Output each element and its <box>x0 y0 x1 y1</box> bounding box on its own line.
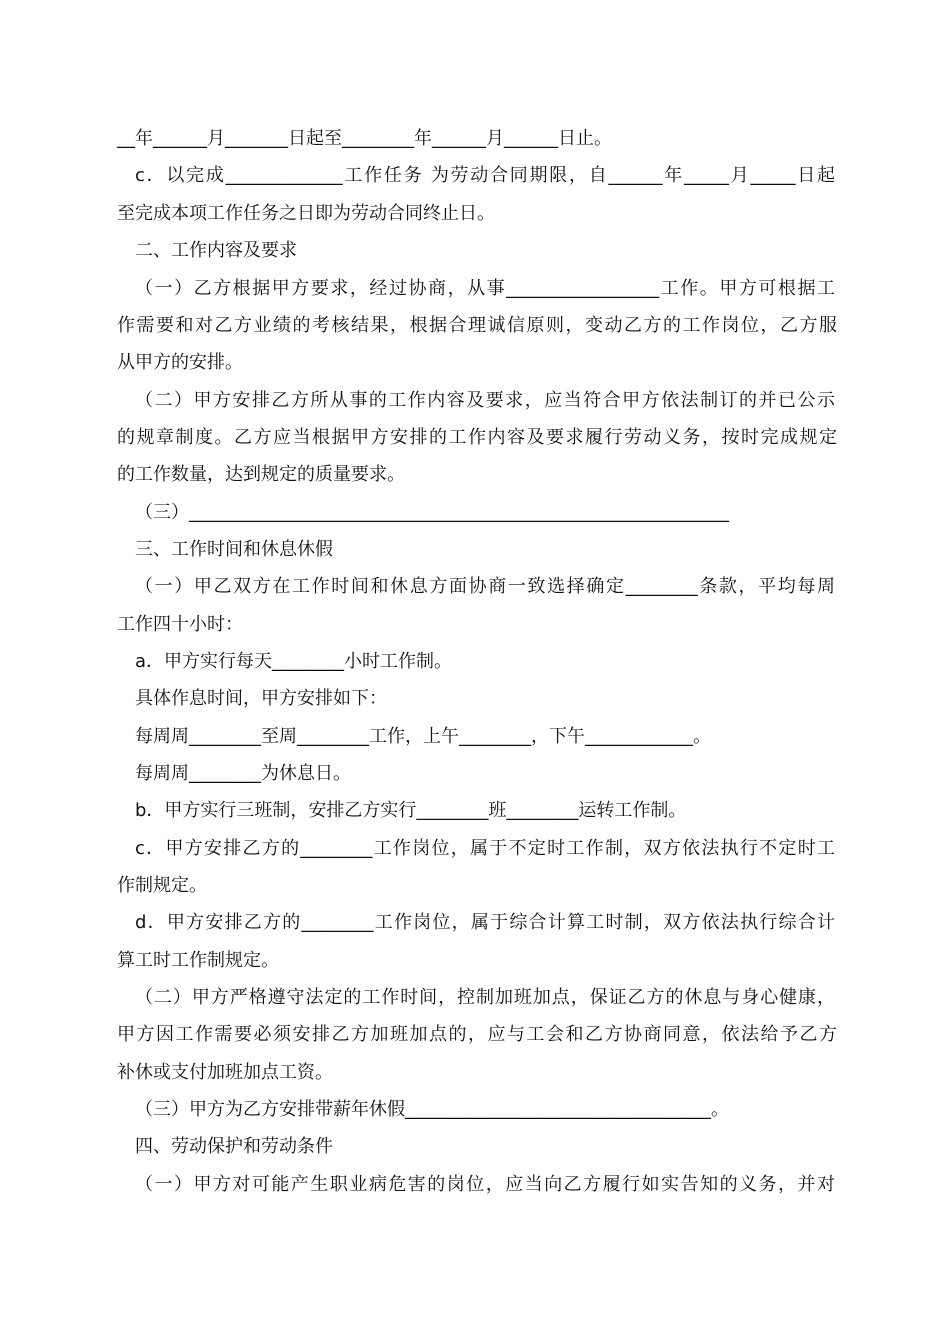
text-line: 的规章制度。乙方应当根据甲方安排的工作内容及要求履行劳动义务，按时完成规定 <box>117 427 837 448</box>
text-line: （三）甲方为乙方安排带薪年休假__________________________________。 <box>135 1099 729 1120</box>
text-line: 每周周________为休息日。 <box>135 763 351 784</box>
text-line: （二）甲方安排乙方所从事的工作内容及要求，应当符合甲方依法制订的并已公示 <box>135 390 835 411</box>
text-line: （一）甲方对可能产生职业病危害的岗位，应当向乙方履行如实告知的义务，并对 <box>135 1174 835 1195</box>
text-line: a．甲方实行每天________小时工作制。 <box>135 651 453 672</box>
text-line: c．甲方安排乙方的________工作岗位，属于不定时工作制，双方依法执行不定时工 <box>135 838 835 859</box>
text-line: 作需要和对乙方业绩的考核结果，根据合理诚信原则，变动乙方的工作岗位，乙方服 <box>117 315 837 336</box>
text-line: （二）甲方严格遵守法定的工作时间，控制加班加点，保证乙方的休息与身心健康， <box>135 987 835 1008</box>
text-line: 作制规定。 <box>117 875 207 896</box>
text-line: 工作四十小时： <box>117 614 243 635</box>
text-line: 的工作数量，达到规定的质量要求。 <box>117 464 405 485</box>
text-line: （一）乙方根据甲方要求，经过协商，从事_________________工作。甲方可根据工 <box>135 278 835 299</box>
text-line: d．甲方安排乙方的________工作岗位，属于综合计算工时制，双方依法执行综合计 <box>135 912 835 933</box>
text-line: 算工时工作制规定。 <box>117 950 279 971</box>
section-heading: 四、劳动保护和劳动条件 <box>135 1136 333 1157</box>
text-line: 甲方因工作需要必须安排乙方加班加点的，应与工会和乙方协商同意，依法给予乙方 <box>117 1024 837 1045</box>
section-heading: 三、工作时间和休息休假 <box>135 539 333 560</box>
text-line: b．甲方实行三班制，安排乙方实行________班________运转工作制。 <box>135 800 687 821</box>
text-line: 具体作息时间，甲方安排如下： <box>135 688 387 709</box>
section-heading: 二、工作内容及要求 <box>135 240 297 261</box>
text-line: （三）____________________________________________________________ <box>135 502 729 523</box>
text-line: （一）甲乙双方在工作时间和休息方面协商一致选择确定________条款，平均每周 <box>135 576 835 597</box>
text-line: 每周周________至周________工作，上午________，下午____________。 <box>135 726 711 747</box>
text-line: __年______月_______日起至________年______月______日止。 <box>117 128 612 149</box>
text-line: 至完成本项工作任务之日即为劳动合同终止日。 <box>117 203 495 224</box>
text-line: 补休或支付加班加点工资。 <box>117 1062 333 1083</box>
text-line: 从甲方的安排。 <box>117 352 243 373</box>
text-line: c．以完成_____________工作任务 为劳动合同期限，自______年_____月_____日起 <box>135 165 835 186</box>
